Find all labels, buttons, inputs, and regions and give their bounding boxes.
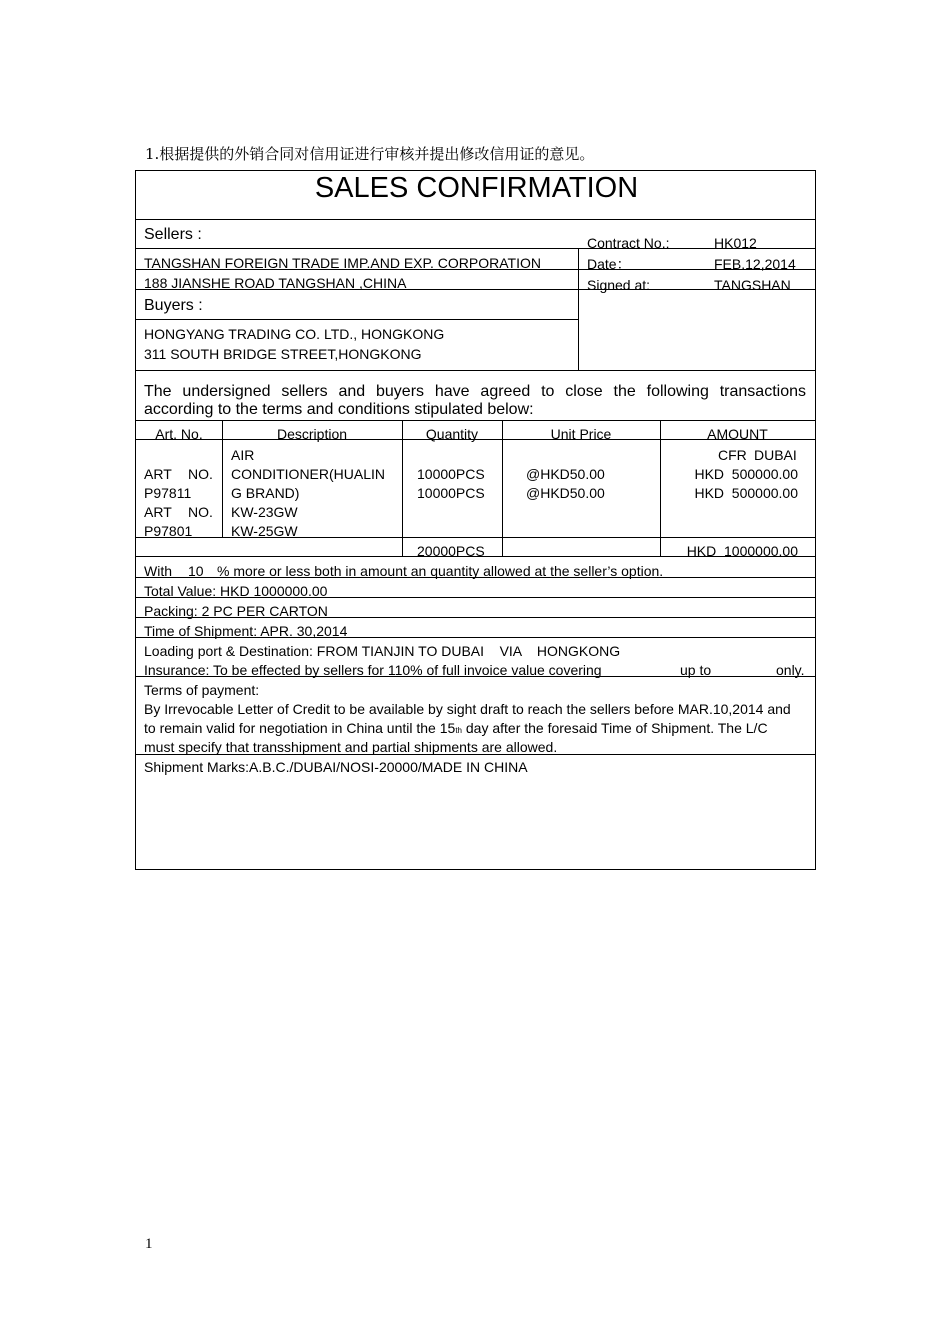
unit-price-value: @HKD50.00 — [526, 485, 605, 501]
tolerance-text: With — [144, 563, 172, 579]
description-text: AIR — [231, 447, 255, 463]
signed-at-value: TANGSHAN — [714, 277, 791, 293]
shipment-time: Time of Shipment: APR. 30,2014 — [144, 623, 348, 639]
payment-text-part: day after the foresaid Time of Shipment. The L/C — [461, 720, 768, 736]
signed-at-label: Signed at: — [587, 277, 651, 293]
shipment-marks: Shipment Marks:A.B.C./DUBAI/NOSI-20000/MADE IN CHINA — [144, 759, 528, 775]
header-description: Description — [276, 426, 348, 442]
ordinal-suffix: th — [455, 726, 462, 735]
form-title: SALES CONFIRMATION — [314, 172, 639, 204]
art-no-text: NO. — [188, 466, 213, 482]
amount-value: HKD 500000.00 — [694, 466, 798, 482]
payment-text: By Irrevocable Letter of Credit to be available by sight draft to reach the sellers before MAR.10,2014 and — [144, 701, 791, 717]
agreement-line-2: according to the terms and conditions stipulated below: — [144, 401, 534, 418]
payment-text: must specify that transshipment and partial shipments are allowed. — [144, 739, 558, 755]
payment-text-part: to remain valid for negotiation in China until the 15 — [144, 720, 456, 736]
art-no-text: P97811 — [144, 485, 192, 501]
total-amount: HKD 1000000.00 — [686, 543, 798, 559]
quantity-value: 10000PCS — [417, 485, 485, 501]
payment-text — [144, 720, 768, 739]
buyers-label: Buyers : — [144, 297, 203, 314]
payment-label: Terms of payment: — [144, 682, 260, 698]
description-text: G BRAND) — [231, 485, 300, 501]
date-value: FEB.12,2014 — [714, 256, 796, 272]
packing: Packing: 2 PC PER CARTON — [144, 603, 328, 619]
art-no-text: P97801 — [144, 523, 193, 539]
agreement-line-1: The undersigned sellers and buyers have agreed to close the following transactions — [144, 383, 806, 400]
buyer-address: 311 SOUTH BRIDGE STREET,HONGKONG — [144, 346, 422, 362]
unit-price-value: @HKD50.00 — [526, 466, 605, 482]
date-label: Date： — [587, 256, 631, 272]
insurance-text: up to — [680, 662, 712, 678]
divider — [136, 420, 815, 421]
header-art-no: Art. No. — [155, 426, 203, 442]
art-no-text: ART — [144, 504, 172, 520]
description-text: KW-23GW — [231, 504, 298, 520]
loading-port: Loading port & Destination: FROM TIANJIN TO DUBAI VIA HONGKONG — [144, 643, 621, 659]
total-quantity: 20000PCS — [417, 543, 485, 559]
assignment-heading: 1.根据提供的外销合同对信用证进行审核并提出修改信用证的意见。 — [145, 145, 595, 163]
buyer-name: HONGYANG TRADING CO. LTD., HONGKONG — [144, 326, 445, 342]
tolerance-percent: 10 — [188, 563, 204, 579]
sales-confirmation-form — [135, 170, 816, 870]
description-text: CONDITIONER(HUALIN — [231, 466, 386, 482]
amount-term: CFR — [718, 447, 747, 463]
divider — [578, 248, 579, 370]
art-no-text: ART — [144, 466, 172, 482]
insurance-text: only. — [776, 662, 805, 678]
header-quantity: Quantity — [425, 426, 479, 442]
page-number: 1 — [145, 1236, 153, 1252]
quantity-value: 10000PCS — [417, 466, 485, 482]
tolerance-text: % more or less both in amount an quantity allowed at the seller’s option. — [217, 563, 664, 579]
contract-no-value: HK012 — [714, 235, 757, 251]
contract-no-label: Contract No.: — [587, 235, 670, 251]
seller-name: TANGSHAN FOREIGN TRADE IMP.AND EXP. CORPORATION — [144, 255, 541, 271]
divider — [136, 370, 815, 371]
header-amount: AMOUNT — [707, 426, 768, 442]
header-unit-price: Unit Price — [550, 426, 612, 442]
divider — [136, 219, 815, 220]
insurance-text: Insurance: To be effected by sellers for 110% of full invoice value covering — [144, 662, 602, 678]
amount-value: HKD 500000.00 — [694, 485, 798, 501]
sellers-label: Sellers : — [144, 226, 202, 243]
description-text: KW-25GW — [231, 523, 298, 539]
seller-address: 188 JIANSHE ROAD TANGSHAN ,CHINA — [144, 275, 407, 291]
amount-term: DUBAI — [754, 447, 797, 463]
total-value: Total Value: HKD 1000000.00 — [144, 583, 328, 599]
art-no-text: NO. — [188, 504, 213, 520]
divider — [136, 319, 579, 320]
